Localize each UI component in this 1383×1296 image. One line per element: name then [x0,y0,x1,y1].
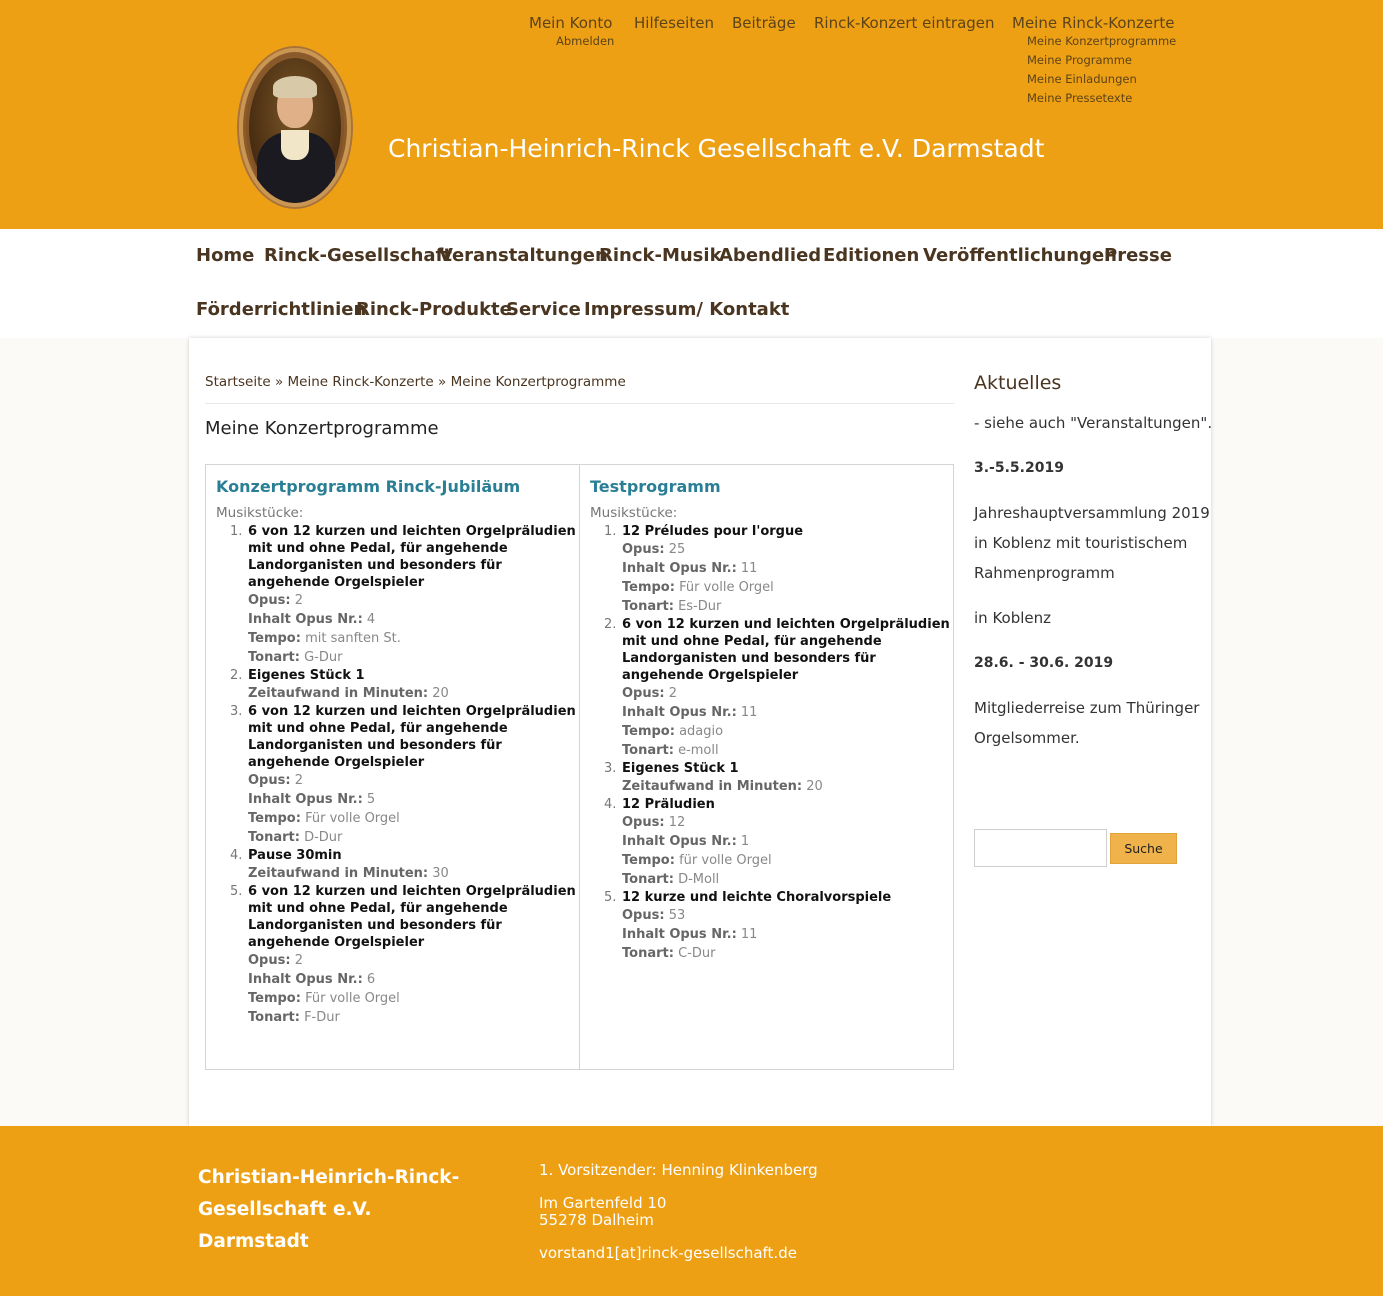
piece-zeitaufwand-label: Zeitaufwand in Minuten: [248,866,429,881]
piece-tonart [248,828,576,847]
piece-tempo-label: Tempo: [622,853,675,868]
piece-opus-value: 2 [290,773,303,788]
piece-tempo-value: adagio [674,724,724,739]
piece-tempo-value: Für volle Orgel [300,811,400,826]
piece-item [590,523,950,616]
piece-tempo-label: Tempo: [248,991,301,1006]
rinck-portrait-logo[interactable] [239,48,351,207]
abmelden-link[interactable]: Abmelden [556,34,615,48]
piece-number: 3. [230,704,243,719]
piece-opus-value: 25 [664,542,686,557]
piece-tempo [622,722,950,741]
piece-number: 5. [604,890,617,905]
piece-tonart [622,741,950,760]
submenu-konzertprogramme[interactable]: Meine Konzertprogramme [1027,34,1177,48]
piece-tonart-label: Tonart: [622,599,674,614]
piece-number: 3. [604,761,617,776]
piece-inhalt-opus-label: Inhalt Opus Nr.: [248,972,363,987]
piece-item [590,760,950,796]
piece-inhalt-opus-value: 11 [736,561,758,576]
nav-rinck-produkte[interactable]: Rinck-Produkte [356,299,512,320]
piece-opus-value: 12 [664,815,686,830]
piece-item [590,889,950,963]
search-input[interactable] [974,829,1107,867]
piece-list [216,523,576,1027]
site-header [0,0,1383,229]
piece-title: 12 Präludien [622,797,715,812]
piece-tonart [248,648,576,667]
event-text-line: in Koblenz mit touristischem [974,534,1188,552]
content-wrapper [189,338,1211,1126]
piece-title: 12 Préludes pour l'orgue [622,524,804,539]
nav-home[interactable]: Home [196,245,255,266]
nav-foerderrichtlinien[interactable]: Förderrichtlinien [196,299,367,320]
piece-tempo [248,989,576,1008]
piece-tonart [622,870,950,889]
breadcrumb-current: Meine Konzertprogramme [450,374,626,390]
piece-tonart-value: C-Dur [673,946,716,961]
piece-inhalt-opus-label: Inhalt Opus Nr.: [248,612,363,627]
piece-inhalt-opus-value: 11 [736,927,758,942]
footer-street: Im Gartenfeld 10 [539,1194,667,1212]
breadcrumb [205,374,954,404]
footer-org-line: Christian-Heinrich-Rinck- [198,1167,460,1188]
piece-tempo-value: mit sanften St. [300,631,401,646]
piece-title: Pause 30min [248,848,342,863]
piece-tempo [622,851,950,870]
nav-service[interactable]: Service [506,299,581,320]
piece-item [216,523,576,667]
piece-opus [622,684,950,703]
piece-inhalt-opus-label: Inhalt Opus Nr.: [622,561,737,576]
piece-tonart [622,597,950,616]
piece-zeitaufwand-value: 20 [428,686,449,701]
page-title: Meine Konzertprogramme [205,418,439,439]
piece-number: 1. [230,524,243,539]
piece-title: 6 von 12 kurzen und leichten Orgelpräludien mit und ohne Pedal, für angehende Landorganisten und besonders für angehende Orgelspieler [622,617,950,683]
piece-tonart-label: Tonart: [622,872,674,887]
programs-table [205,464,954,1070]
piece-tonart-value: Es-Dur [673,599,722,614]
program-column [580,465,953,1069]
piece-zeitaufwand [622,777,950,796]
event-text-line: Mitgliederreise zum Thüringer [974,699,1200,717]
submenu-einladungen[interactable]: Meine Einladungen [1027,72,1137,86]
piece-title: 6 von 12 kurzen und leichten Orgelpräludien mit und ohne Pedal, für angehende Landorganisten und besonders für angehende Orgelspieler [248,524,576,590]
piece-item [216,703,576,847]
piece-number: 4. [604,797,617,812]
submenu-pressetexte[interactable]: Meine Pressetexte [1027,91,1133,105]
search-button[interactable]: Suche [1110,833,1177,864]
piece-inhalt-opus [248,970,576,989]
piece-title: 6 von 12 kurzen und leichten Orgelpräludien mit und ohne Pedal, für angehende Landorganisten und besonders für angehende Orgelspieler [248,704,576,770]
konzert-eintragen-link[interactable]: Rinck-Konzert eintragen [814,14,995,32]
event-date: 28.6. - 30.6. 2019 [974,655,1114,671]
piece-tempo-label: Tempo: [248,631,301,646]
piece-inhalt-opus-value: 11 [736,705,758,720]
piece-tonart-label: Tonart: [622,743,674,758]
piece-tonart-value: e-moll [673,743,719,758]
piece-zeitaufwand [248,864,576,883]
piece-item [216,667,576,703]
footer-org-line: Gesellschaft e.V. [198,1199,372,1220]
piece-opus-label: Opus: [622,542,665,557]
piece-inhalt-opus [622,925,950,944]
piece-list [590,523,950,963]
piece-inhalt-opus [622,832,950,851]
event-date: 3.-5.5.2019 [974,460,1064,476]
main-navigation [0,229,1383,338]
program-title-link[interactable]: Testprogramm [590,477,721,496]
musikstuecke-label: Musikstücke: [590,505,678,521]
piece-tempo [248,809,576,828]
piece-tonart-label: Tonart: [248,830,300,845]
footer-org-line: Darmstadt [198,1231,309,1252]
piece-number: 1. [604,524,617,539]
program-column [206,465,580,1069]
piece-opus-value: 2 [664,686,677,701]
piece-opus [248,591,576,610]
piece-zeitaufwand-value: 30 [428,866,449,881]
piece-opus [622,813,950,832]
event-text-line: Jahreshauptversammlung 2019 [974,504,1210,522]
piece-item [216,883,576,1027]
nav-presse[interactable]: Presse [1104,245,1172,266]
breadcrumb-separator: » [438,374,447,390]
event-text-line: Orgelsommer. [974,729,1080,747]
nav-veranstaltungen[interactable]: Veranstaltungen [439,245,608,266]
piece-tempo-value: Für volle Orgel [674,580,774,595]
piece-inhalt-opus-value: 1 [736,834,750,849]
breadcrumb-separator: » [274,374,284,390]
piece-inhalt-opus [248,790,576,809]
piece-tempo [248,629,576,648]
event-text-line: Rahmenprogramm [974,564,1115,582]
piece-title: 12 kurze und leichte Choralvorspiele [622,890,892,905]
piece-zeitaufwand-label: Zeitaufwand in Minuten: [248,686,429,701]
piece-title: 6 von 12 kurzen und leichten Orgelpräludien mit und ohne Pedal, für angehende Landorganisten und besonders für angehende Orgelspieler [248,884,576,950]
piece-opus-label: Opus: [622,815,665,830]
piece-tempo-label: Tempo: [248,811,301,826]
piece-tonart-label: Tonart: [248,1010,300,1025]
piece-inhalt-opus [622,703,950,722]
piece-opus-value: 53 [664,908,686,923]
footer-org-name [198,1162,478,1258]
nav-rinck-gesellschaft[interactable]: Rinck-Gesellschaft [264,245,452,266]
piece-opus [622,540,950,559]
piece-opus-label: Opus: [622,686,665,701]
piece-opus-label: Opus: [248,593,291,608]
piece-tonart-value: D-Dur [299,830,343,845]
piece-inhalt-opus [248,610,576,629]
piece-inhalt-opus-label: Inhalt Opus Nr.: [622,927,737,942]
piece-opus [622,906,950,925]
piece-opus [248,951,576,970]
piece-zeitaufwand-value: 20 [802,779,823,794]
piece-tonart-value: G-Dur [299,650,343,665]
piece-opus-value: 2 [290,593,303,608]
piece-tonart-label: Tonart: [248,650,300,665]
footer-vorsitz: 1. Vorsitzender: Henning Klinkenberg [539,1161,818,1179]
piece-tempo-label: Tempo: [622,580,675,595]
piece-opus-label: Opus: [248,773,291,788]
nav-veroeffentlichungen[interactable]: Veröffentlichungen [923,245,1117,266]
piece-tonart-value: D-Moll [673,872,720,887]
meine-konzerte-link[interactable]: Meine Rinck-Konzerte [1012,14,1175,32]
musikstuecke-label: Musikstücke: [216,505,304,521]
piece-inhalt-opus-label: Inhalt Opus Nr.: [622,705,737,720]
sidebar-siehe-auch: - siehe auch "Veranstaltungen". [974,414,1213,432]
piece-opus-label: Opus: [248,953,291,968]
nav-abendlied[interactable]: Abendlied [719,245,822,266]
nav-impressum-kontakt[interactable]: Impressum/ Kontakt [584,299,790,320]
nav-editionen[interactable]: Editionen [823,245,920,266]
piece-number: 4. [230,848,243,863]
piece-inhalt-opus-value: 4 [362,612,376,627]
piece-title: Eigenes Stück 1 [248,668,365,683]
footer-city: 55278 Dalheim [539,1211,654,1229]
piece-inhalt-opus-label: Inhalt Opus Nr.: [622,834,737,849]
piece-zeitaufwand [248,684,576,703]
sidebar-heading: Aktuelles [974,372,1062,394]
program-title-link[interactable]: Konzertprogramm Rinck-Jubiläum [216,477,521,496]
piece-tonart-label: Tonart: [622,946,674,961]
piece-number: 5. [230,884,243,899]
piece-opus-label: Opus: [622,908,665,923]
nav-rinck-musik[interactable]: Rinck-Musik [599,245,722,266]
beitraege-link[interactable]: Beiträge [732,14,796,32]
piece-item [590,796,950,889]
footer-email: vorstand1[at]rinck-gesellschaft.de [539,1244,797,1262]
piece-title: Eigenes Stück 1 [622,761,739,776]
piece-tempo-label: Tempo: [622,724,675,739]
piece-item [590,616,950,760]
piece-inhalt-opus-value: 5 [362,792,376,807]
piece-tonart [248,1008,576,1027]
event-place: in Koblenz [974,609,1052,627]
piece-item [216,847,576,883]
site-footer [0,1126,1383,1296]
piece-tempo-value: Für volle Orgel [300,991,400,1006]
piece-zeitaufwand-label: Zeitaufwand in Minuten: [622,779,803,794]
piece-tonart [622,944,950,963]
site-title[interactable]: Christian-Heinrich-Rinck Gesellschaft e.V. Darmstadt [388,134,1045,163]
piece-inhalt-opus-value: 6 [362,972,376,987]
piece-inhalt-opus-label: Inhalt Opus Nr.: [248,792,363,807]
piece-tonart-value: F-Dur [299,1010,340,1025]
submenu-programme[interactable]: Meine Programme [1027,53,1133,67]
piece-number: 2. [230,668,243,683]
piece-opus-value: 2 [290,953,303,968]
breadcrumb-home-link[interactable]: Startseite [205,374,271,390]
hilfeseiten-link[interactable]: Hilfeseiten [634,14,714,32]
mein-konto-link[interactable]: Mein Konto [529,14,613,32]
piece-tempo [622,578,950,597]
piece-number: 2. [604,617,617,632]
piece-opus [248,771,576,790]
breadcrumb-parent-link[interactable]: Meine Rinck-Konzerte [287,374,434,390]
piece-inhalt-opus [622,559,950,578]
piece-tempo-value: für volle Orgel [674,853,772,868]
